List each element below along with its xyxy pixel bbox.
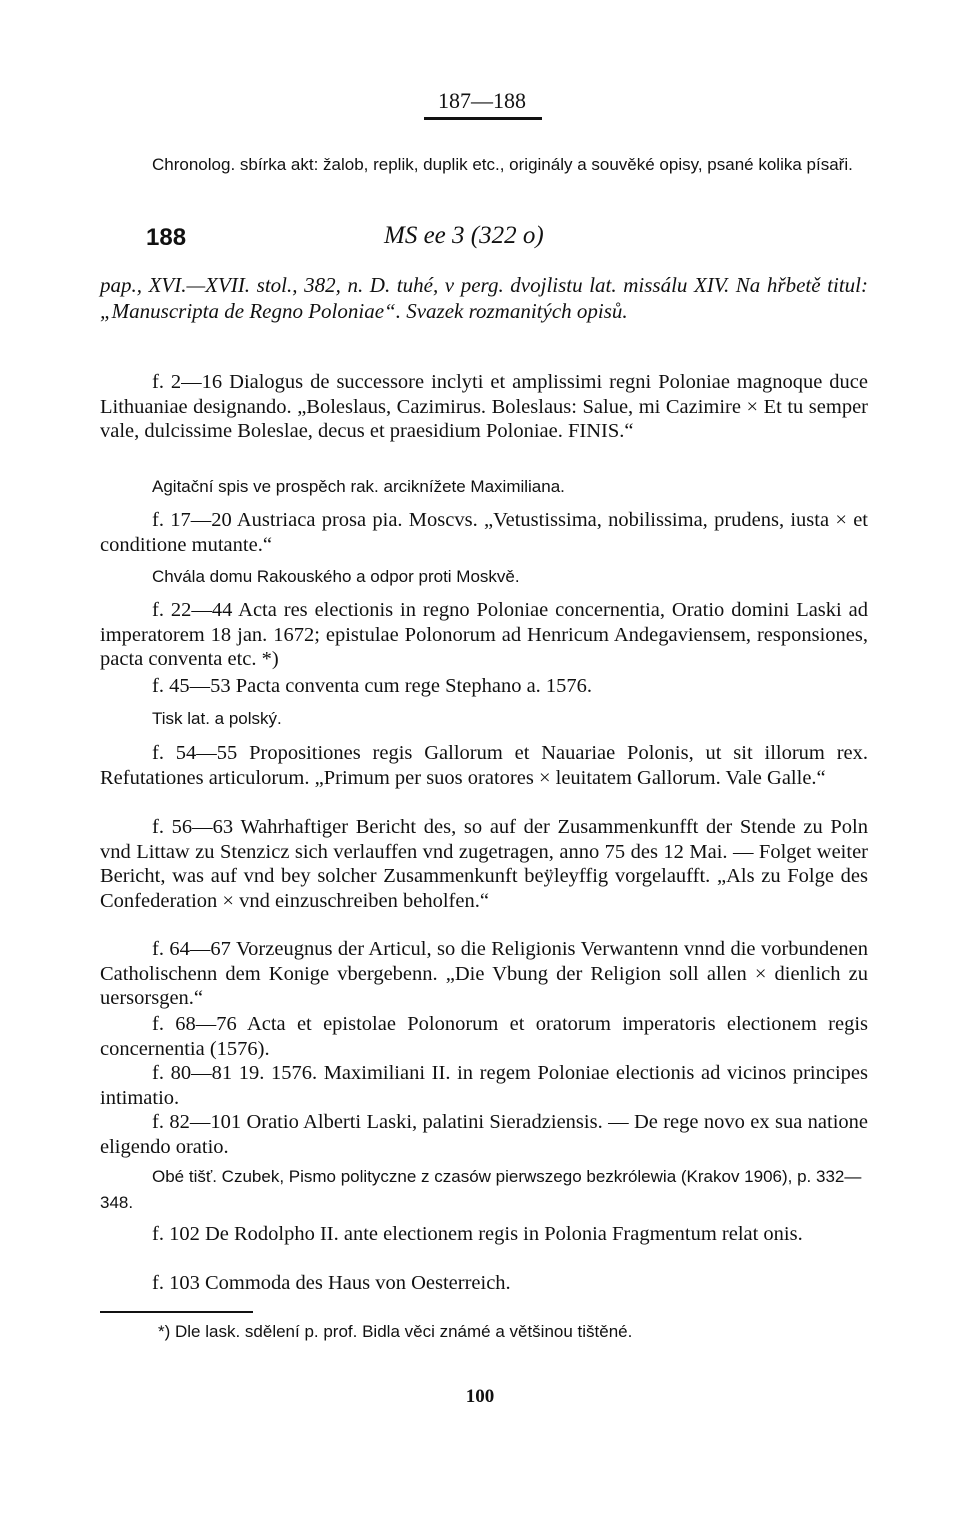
shelfmark: MS ee 3 (322 o): [384, 222, 544, 249]
item-f102: [100, 1222, 868, 1247]
item-text: f. 17—20 Austriaca prosa pia. Moscvs. „Vetustissima, nobilissima, prudens, iusta × et conditione mutante.“: [100, 509, 868, 556]
item-f17-20: [100, 508, 868, 557]
entry-description-block: [100, 272, 868, 324]
item-f68-76: [100, 1012, 868, 1061]
item-f56-63: [100, 815, 868, 913]
item-f80-81: [100, 1061, 868, 1110]
item-f82-101: [100, 1110, 868, 1159]
item-note: Agitační spis ve prospěch rak. arciknížete Maximiliana.: [152, 477, 565, 496]
note-agitation: [100, 474, 868, 500]
item-text: f. 2—16 Dialogus de successore inclyti et amplissimi regni Poloniae magnoque duce Lithuaniae designando. „Boleslaus, Cazimirus. Boleslaus: Salue, mi Cazimire × Et tu semper vale, dulcissime Boleslae, decus et praesidium Poloniae. FINIS.“: [100, 371, 868, 442]
header-rule: [424, 117, 542, 120]
item-text: f. 102 De Rodolpho II. ante electionem regis in Polonia Fragmentum relat onis.: [152, 1223, 803, 1245]
note-czubek: [100, 1164, 868, 1216]
item-text: f. 54—55 Propositiones regis Gallorum et Nauariae Polonis, ut sit illorum rex. Refutationes articulorum. „Primum per suos oratores × leuitatem Gallorum. Vale Galle.“: [100, 742, 868, 789]
item-text: f. 80—81 19. 1576. Maximiliani II. in regem Poloniae electionis ad vicinos principes intimatio.: [100, 1062, 868, 1109]
page-number: 100: [465, 1386, 495, 1407]
item-text: f. 45—53 Pacta conventa cum rege Stephano a. 1576.: [152, 675, 593, 697]
footnote: *) Dle lask. sdělení p. prof. Bidla věci známé a většinou tištěné.: [158, 1322, 633, 1341]
intro-note-block: [100, 152, 868, 178]
item-text: f. 56—63 Wahrhaftiger Bericht des, so auf der Zusammenkunfft der Stende zu Poln vnd Littaw zu Stenzicz sich verlauffen vnd zugetragen, anno 75 des 12 Mai. — Folget weiter Bericht, was auf vnd bey solcher Zusammenkunft beÿleyffig vorgelaufft. „Als zu Folge des Confederation × vnd einzuschreiben beholfen.“: [100, 816, 868, 912]
item-f103: [100, 1271, 868, 1296]
item-f54-55: [100, 741, 868, 790]
item-text: f. 103 Commoda des Haus von Oesterreich.: [152, 1272, 511, 1294]
running-header: 187—188: [438, 88, 526, 113]
footnote-rule: [100, 1311, 253, 1313]
item-f22-44: [100, 598, 868, 672]
item-text: f. 64—67 Vorzeugnus der Articul, so die Religionis Verwantenn vnnd die vorbundenen Catholischenn dem Konige vbergebenn. „Die Vbung der Religion soll allen × dienlich zu uersorsgen.“: [100, 938, 868, 1009]
intro-note: Chronolog. sbírka akt: žalob, replik, duplik etc., originály a souvěké opisy, psané kolika písaři.: [152, 155, 853, 174]
note-praise: [100, 564, 868, 590]
item-note: Obé tišť. Czubek, Pismo polityczne z czasów pierwszego bezkrólewia (Krakov 1906), p. 332—348.: [100, 1167, 862, 1212]
item-text: f. 68—76 Acta et epistolae Polonorum et oratorum imperatoris electionem regis concernentia (1576).: [100, 1013, 868, 1060]
item-f2-16: [100, 370, 868, 444]
item-note: Tisk lat. a polský.: [152, 709, 282, 728]
item-text: f. 22—44 Acta res electionis in regno Poloniae concernentia, Oratio domini Laski ad imperatorem 18 jan. 1672; epistulae Polonorum ad Henricum Andegaviensem, responsiones, pacta conventa etc. *): [100, 599, 868, 670]
entry-number: 188: [146, 224, 187, 251]
entry-description: pap., XVI.—XVII. stol., 382, n. D. tuhé, v perg. dvojlistu lat. missálu XIV. Na hřbetě titul: „Manuscripta de Regno Poloniae“. Svazek rozmanitých opisů.: [100, 273, 868, 323]
document-page: [100, 0, 868, 1520]
item-text: f. 82—101 Oratio Alberti Laski, palatini Sieradziensis. — De rege novo ex sua natione eligendo oratio.: [100, 1111, 868, 1158]
item-f64-67: [100, 937, 868, 1011]
item-note: Chvála domu Rakouského a odpor proti Moskvě.: [152, 567, 520, 586]
note-print: [100, 706, 868, 732]
item-f45-53: [100, 674, 868, 699]
